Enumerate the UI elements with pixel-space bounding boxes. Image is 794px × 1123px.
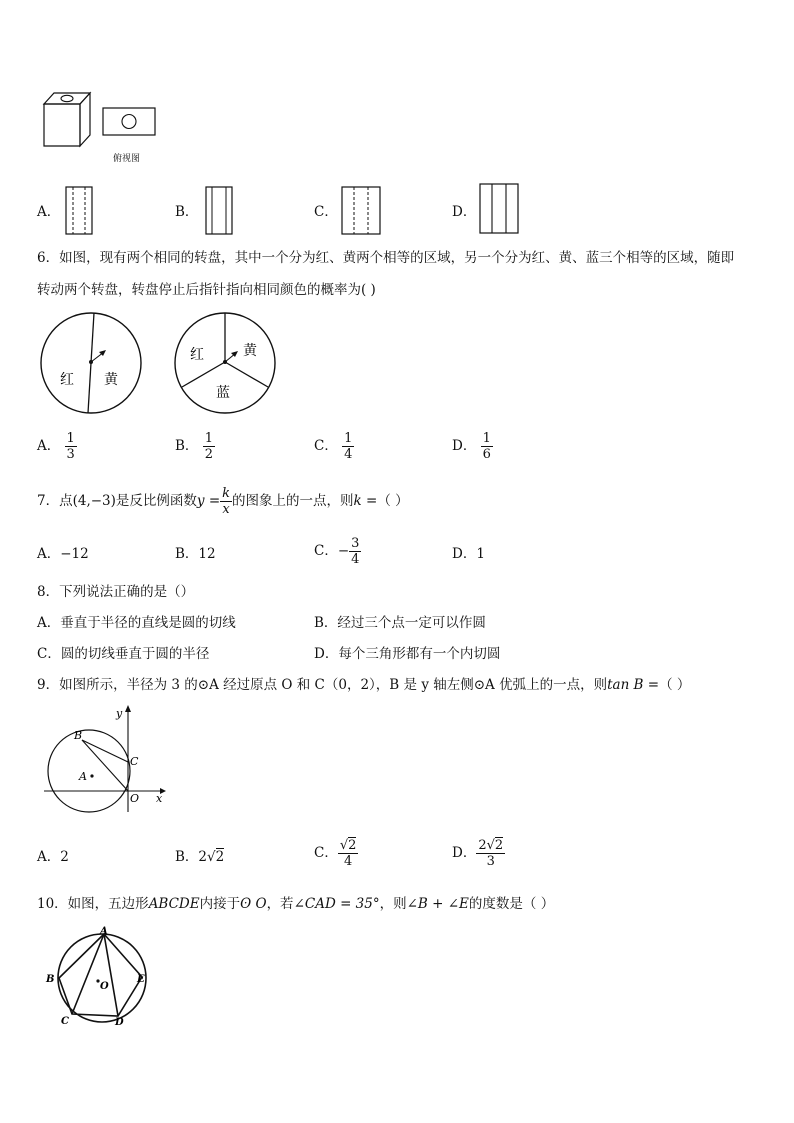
q9-option-c-letter: C． <box>314 845 338 861</box>
denominator: 4 <box>343 854 353 869</box>
q7-option-c-sign: − <box>337 543 350 559</box>
q7-option-d-text: 1 <box>476 546 485 562</box>
q10-tail: 的度数是（ ） <box>468 896 555 912</box>
q10-label-b: B <box>46 974 55 985</box>
q7-option-a-text: −12 <box>60 546 89 562</box>
q7-stem <box>37 486 409 517</box>
q9-label-o: O <box>130 792 140 805</box>
q5-option-a-figure <box>64 186 94 236</box>
numerator: 1 <box>66 431 75 446</box>
q10-circle: ʘ O <box>240 896 267 912</box>
q9-option-c-fraction <box>338 838 359 869</box>
q7-option-d <box>452 545 485 563</box>
q9-option-a <box>37 848 69 866</box>
q5-option-d-figure <box>478 183 520 235</box>
q5-option-c-figure <box>340 186 382 236</box>
q5-caption: 俯视图 <box>113 154 141 164</box>
q6-option-d-letter: D． <box>452 438 477 454</box>
q6-option-b-letter: B． <box>175 438 199 454</box>
q8-option-c: C．圆的切线垂直于圆的半径 <box>37 646 210 662</box>
q9-label-a: A <box>79 770 87 783</box>
numerator: 3 <box>351 536 360 551</box>
numerator: k <box>222 486 231 501</box>
denominator: 3 <box>486 854 495 869</box>
radical-sign: √ <box>339 838 349 853</box>
q10-label-o: O <box>100 981 109 992</box>
denominator: x <box>222 502 230 517</box>
q6-stem-line2: 转动两个转盘，转盘停止后指针指向相同颜色的概率为( ) <box>37 282 376 298</box>
q9-stem-text: 9．如图所示，半径为 3 的⊙A 经过原点 O 和 C（0，2），B 是 y 轴左侧⊙A 优弧上的一点，则 <box>37 677 608 693</box>
q9-option-b-letter: B． <box>175 849 199 865</box>
q7-option-a <box>37 545 89 563</box>
q5-option-d-letter: D． <box>452 204 477 220</box>
q9-stem <box>37 676 690 694</box>
q6-option-b-fraction <box>203 431 215 462</box>
q9-label-y: y <box>116 707 123 720</box>
q5-option-a-letter: A． <box>37 204 61 220</box>
q7-y-eq: y = <box>196 493 221 509</box>
radicand: 2 <box>348 838 357 853</box>
q9-tail: （ ） <box>659 677 691 693</box>
q6-option-c <box>314 431 354 462</box>
q7-point: (4,−3) <box>72 493 116 509</box>
q9-label-c: C <box>130 755 139 768</box>
q6-option-d <box>452 431 493 462</box>
q10-label-c: C <box>61 1016 69 1027</box>
q6-option-c-letter: C． <box>314 438 338 454</box>
q6-option-a <box>37 431 77 462</box>
q6-option-a-fraction <box>65 431 77 462</box>
numerator: 1 <box>482 431 491 446</box>
q6-wheel-two-sectors <box>38 310 144 416</box>
q10-label-e: E <box>137 974 145 985</box>
q7-prefix: 7．点 <box>37 493 73 509</box>
q10-mid: 内接于 <box>199 896 241 912</box>
q9-label-x: x <box>156 792 163 805</box>
q6-option-b <box>175 431 215 462</box>
q9-label-b: B <box>74 729 83 742</box>
q5-option-b-letter: B． <box>175 204 199 220</box>
q10-prefix: 10．如图，五边形 <box>37 896 149 912</box>
q7-mid: 是反比例函数 <box>115 493 197 509</box>
denominator: 3 <box>66 447 75 462</box>
q7-option-c-fraction <box>349 536 361 567</box>
q10-stem <box>37 895 554 913</box>
q9-tan: tan B = <box>607 677 660 693</box>
q7-suffix: 的图象上的一点，则 <box>232 493 354 509</box>
q7-option-c <box>314 536 361 567</box>
q9-option-d <box>452 838 505 869</box>
q5-top-view-figure <box>102 107 156 137</box>
radical-sign: √ <box>486 838 495 853</box>
q8-option-b: B．经过三个点一定可以作圆 <box>314 615 486 631</box>
denominator: 4 <box>351 552 360 567</box>
q7-k-eq: k = <box>353 493 378 509</box>
q8-stem: 8．下列说法正确的是（） <box>37 584 195 600</box>
q8-option-a: A．垂直于半径的直线是圆的切线 <box>37 615 236 631</box>
q10-angle: ∠CAD = 35° <box>293 896 380 912</box>
q5-option-b-figure <box>204 186 234 236</box>
wheel1-right-label: 黄 <box>104 372 118 388</box>
q5-solid-figure <box>40 90 92 148</box>
q9-option-d-letter: D． <box>452 845 477 861</box>
q5-option-c-letter: C． <box>314 204 338 220</box>
q6-option-d-fraction <box>481 431 493 462</box>
q10-polygon: ABCDE <box>148 896 200 912</box>
q7-option-c-letter: C． <box>314 543 338 559</box>
radicand: 2 <box>494 838 504 853</box>
coefficient: 2 <box>478 838 487 853</box>
radicand: 2 <box>215 849 225 865</box>
wheel2-red-label: 红 <box>190 347 204 363</box>
q7-option-b-text: 12 <box>198 546 216 562</box>
q10-mid2: ，则 <box>379 896 407 912</box>
denominator: 6 <box>482 447 491 462</box>
q6-option-a-letter: A． <box>37 438 61 454</box>
q6-option-c-fraction <box>342 431 354 462</box>
numerator <box>338 838 359 854</box>
q10-expression: ∠B + ∠E <box>406 896 469 912</box>
q6-wheel-three-sectors <box>172 310 278 416</box>
q9-option-a-text: 2 <box>60 849 69 865</box>
numerator: 1 <box>204 431 213 446</box>
wheel2-yellow-label: 黄 <box>243 343 257 359</box>
q10-label-d: D <box>115 1017 124 1028</box>
q7-option-b-letter: B． <box>175 546 199 562</box>
q8-option-d: D．每个三角形都有一个内切圆 <box>314 646 501 662</box>
q9-option-b-coef: 2 <box>198 849 208 865</box>
radical-sign: √ <box>207 849 216 865</box>
q9-figure <box>44 702 174 814</box>
q9-option-c <box>314 838 358 869</box>
q9-option-a-letter: A． <box>37 849 61 865</box>
q7-option-a-letter: A． <box>37 546 61 562</box>
q10-label-a: A <box>100 926 108 937</box>
q10-comma: ，若 <box>266 896 294 912</box>
q7-tail: （ ） <box>377 493 409 509</box>
q6-stem-line1: 6．如图，现有两个相同的转盘，其中一个分为红、黄两个相等的区域，另一个分为红、黄、蓝三个相等的区域，随即 <box>37 250 735 266</box>
denominator: 2 <box>204 447 213 462</box>
q7-option-d-letter: D． <box>452 546 477 562</box>
numerator <box>476 838 505 854</box>
q9-option-d-fraction <box>476 838 505 869</box>
q7-function-fraction <box>220 486 232 517</box>
q7-option-b <box>175 545 216 563</box>
q9-option-b <box>175 848 224 866</box>
denominator: 4 <box>344 447 353 462</box>
q10-figure <box>42 925 154 1029</box>
wheel2-blue-label: 蓝 <box>216 385 230 401</box>
wheel1-left-label: 红 <box>60 372 74 388</box>
numerator: 1 <box>344 431 353 446</box>
